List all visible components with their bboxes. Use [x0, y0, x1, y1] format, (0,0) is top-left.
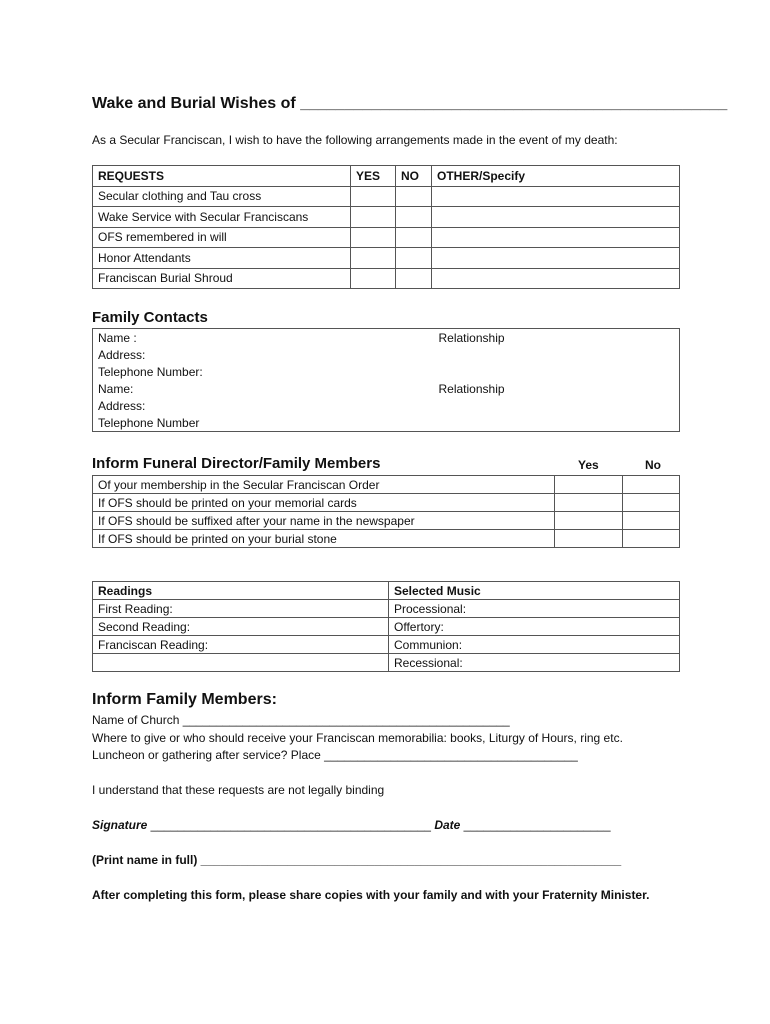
inform-family-heading: Inform Family Members:	[92, 691, 277, 708]
table-row	[93, 346, 680, 363]
inform-funeral-heading: Inform Funeral Director/Family Members	[92, 455, 381, 472]
table-row	[93, 654, 680, 672]
music-field[interactable]: Offertory:	[389, 618, 680, 636]
page-title: Wake and Burial Wishes of ________________________________________________	[92, 95, 728, 112]
phone-2-field[interactable]: Telephone Number	[93, 414, 680, 432]
no-cell[interactable]	[623, 512, 680, 530]
inform-label: If OFS should be printed on your memorial cards	[93, 494, 555, 512]
readings-music-header-row	[93, 582, 680, 600]
music-field[interactable]: Recessional:	[389, 654, 680, 672]
music-field[interactable]: Communion:	[389, 636, 680, 654]
music-field[interactable]: Processional:	[389, 600, 680, 618]
no-cell[interactable]	[623, 494, 680, 512]
request-label: Franciscan Burial Shroud	[93, 268, 351, 289]
requests-header-row	[93, 166, 680, 187]
request-label: OFS remembered in will	[93, 227, 351, 248]
table-row	[93, 268, 680, 289]
table-row	[93, 329, 680, 347]
relationship-1-field[interactable]: Relationship	[434, 329, 680, 347]
table-row	[93, 397, 680, 414]
yes-cell[interactable]	[555, 512, 623, 530]
no-cell[interactable]	[623, 530, 680, 548]
requests-table	[92, 165, 680, 289]
readings-music-table	[92, 581, 680, 672]
inform-funeral-table	[92, 475, 680, 548]
family-contacts-table	[92, 328, 680, 432]
other-cell[interactable]	[432, 227, 680, 248]
yes-cell[interactable]	[555, 476, 623, 494]
signature-label: Signature	[92, 818, 148, 832]
reading-field[interactable]: Franciscan Reading:	[93, 636, 389, 654]
church-field[interactable]: Name of Church _________________________________________________	[92, 713, 510, 727]
request-label: Secular clothing and Tau cross	[93, 186, 351, 207]
yes-cell[interactable]	[555, 530, 623, 548]
other-cell[interactable]	[432, 207, 680, 228]
table-row	[93, 380, 680, 397]
other-cell[interactable]	[432, 186, 680, 207]
inform-label: If OFS should be suffixed after your name in the newspaper	[93, 512, 555, 530]
request-label: Honor Attendants	[93, 248, 351, 269]
print-name-field[interactable]: (Print name in full) _______________________________________________________________	[92, 853, 622, 867]
music-header: Selected Music	[389, 582, 680, 600]
no-cell[interactable]	[396, 248, 432, 269]
table-row	[93, 494, 680, 512]
table-row	[93, 227, 680, 248]
other-cell[interactable]	[432, 248, 680, 269]
no-cell[interactable]	[396, 186, 432, 207]
inform-yes-header: Yes	[578, 458, 599, 472]
table-row	[93, 186, 680, 207]
signature-field[interactable]: __________________________________________	[147, 818, 435, 832]
table-row	[93, 476, 680, 494]
no-cell[interactable]	[623, 476, 680, 494]
date-label: Date	[434, 818, 461, 832]
inform-label: If OFS should be printed on your burial stone	[93, 530, 555, 548]
yes-cell[interactable]	[351, 186, 396, 207]
luncheon-field[interactable]: Luncheon or gathering after service? Place ______________________________________	[92, 748, 578, 762]
name-2-field[interactable]: Name:	[93, 380, 434, 397]
yes-cell[interactable]	[555, 494, 623, 512]
closing-instruction: After completing this form, please share copies with your family and with your Fraternity Minister.	[92, 888, 650, 902]
relationship-2-field[interactable]: Relationship	[434, 380, 680, 397]
memorabilia-field[interactable]: Where to give or who should receive your Franciscan memorabilia: books, Liturgy of Hours, ring etc.	[92, 731, 623, 745]
intro-text: As a Secular Franciscan, I wish to have the following arrangements made in the event of my death:	[92, 133, 618, 147]
no-header: NO	[396, 166, 432, 187]
no-cell[interactable]	[396, 268, 432, 289]
yes-cell[interactable]	[351, 207, 396, 228]
reading-field[interactable]	[93, 654, 389, 672]
readings-header: Readings	[93, 582, 389, 600]
request-label: Wake Service with Secular Franciscans	[93, 207, 351, 228]
inform-no-header: No	[645, 458, 661, 472]
other-cell[interactable]	[432, 268, 680, 289]
no-cell[interactable]	[396, 227, 432, 248]
table-row	[93, 636, 680, 654]
table-row	[93, 414, 680, 432]
no-cell[interactable]	[396, 207, 432, 228]
table-row	[93, 363, 680, 380]
phone-1-field[interactable]: Telephone Number:	[93, 363, 680, 380]
yes-cell[interactable]	[351, 248, 396, 269]
table-row	[93, 530, 680, 548]
family-contacts-heading: Family Contacts	[92, 309, 208, 326]
date-field[interactable]: ______________________	[460, 818, 611, 832]
yes-cell[interactable]	[351, 227, 396, 248]
inform-label: Of your membership in the Secular Franciscan Order	[93, 476, 555, 494]
name-1-field[interactable]: Name :	[93, 329, 434, 347]
legal-note: I understand that these requests are not legally binding	[92, 783, 385, 797]
table-row	[93, 600, 680, 618]
table-row	[93, 618, 680, 636]
reading-field[interactable]: Second Reading:	[93, 618, 389, 636]
other-header: OTHER/Specify	[432, 166, 680, 187]
signature-line	[92, 818, 611, 832]
address-2-field[interactable]: Address:	[93, 397, 680, 414]
table-row	[93, 207, 680, 228]
yes-cell[interactable]	[351, 268, 396, 289]
yes-header: YES	[351, 166, 396, 187]
reading-field[interactable]: First Reading:	[93, 600, 389, 618]
table-row	[93, 248, 680, 269]
table-row	[93, 512, 680, 530]
requests-header: REQUESTS	[93, 166, 351, 187]
address-1-field[interactable]: Address:	[93, 346, 680, 363]
